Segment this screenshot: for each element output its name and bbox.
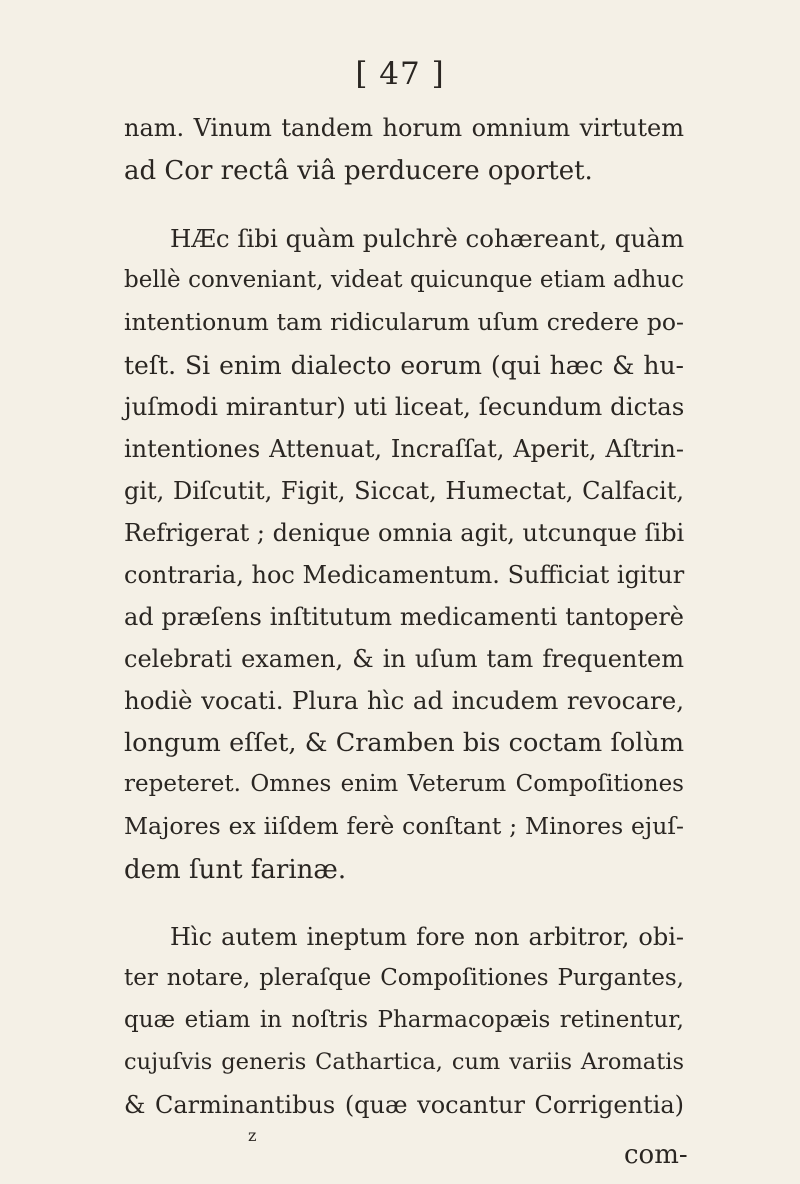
text-line: teſt. Si enim dialecto eorum (qui hæc & hu- — [124, 351, 684, 380]
text-line: bellè conveniant, videat quicunque etiam adhuc — [124, 267, 684, 293]
text-line: celebrati examen, & in uſum tam frequentem — [124, 645, 684, 673]
text-line: juſmodi mirantur) uti liceat, ſecundum dictas — [124, 392, 685, 421]
text-line: intentionum tam ridicularum uſum credere po- — [124, 308, 684, 336]
text-line: intentiones Attenuat, Incraſſat, Aperit, Aſtrin- — [124, 435, 684, 463]
text-line: nam. Vinum tandem horum omnium virtutem — [124, 114, 684, 142]
text-line: Refrigerat ; denique omnia agit, utcunque ſibi — [124, 519, 685, 547]
text-line: hodiè vocati. Plura hìc ad incudem revocare, — [124, 686, 684, 715]
text-line: cujuſvis generis Cathartica, cum variis Aromatis — [124, 1049, 684, 1075]
page-number: [ 47 ] — [355, 56, 445, 92]
text-line: quæ etiam in noſtris Pharmacopæis retinentur, — [124, 1007, 684, 1033]
text-line: contraria, hoc Medicamentum. Sufficiat igitur — [124, 561, 685, 589]
text-line: HÆc ſibi quàm pulchrè cohæreant, quàm — [170, 224, 685, 253]
signature-mark: z — [248, 1126, 257, 1145]
text-line: Hìc autem ineptum fore non arbitror, obi- — [170, 923, 684, 951]
text-line: repeteret. Omnes enim Veterum Compoſitiones — [124, 771, 684, 797]
catchword: com- — [624, 1140, 688, 1170]
text-line: ter notare, pleraſque Compoſitiones Purgantes, — [124, 965, 684, 991]
text-line: & Carminantibus (quæ vocantur Corrigentia) — [124, 1091, 684, 1119]
text-line: git, Diſcutit, Figit, Siccat, Humectat, Calfacit, — [124, 477, 684, 505]
text-line: ad Cor rectâ viâ perducere oportet. — [124, 156, 593, 186]
text-line: longum eſſet, & Cramben bis coctam ſolùm — [124, 728, 684, 758]
text-line: Majores ex iiſdem ferè conſtant ; Minores ejuſ- — [124, 812, 684, 840]
text-line: ad præſens inſtitutum medicamenti tantoperè — [124, 603, 684, 631]
text-line: dem ſunt farinæ. — [124, 855, 347, 885]
